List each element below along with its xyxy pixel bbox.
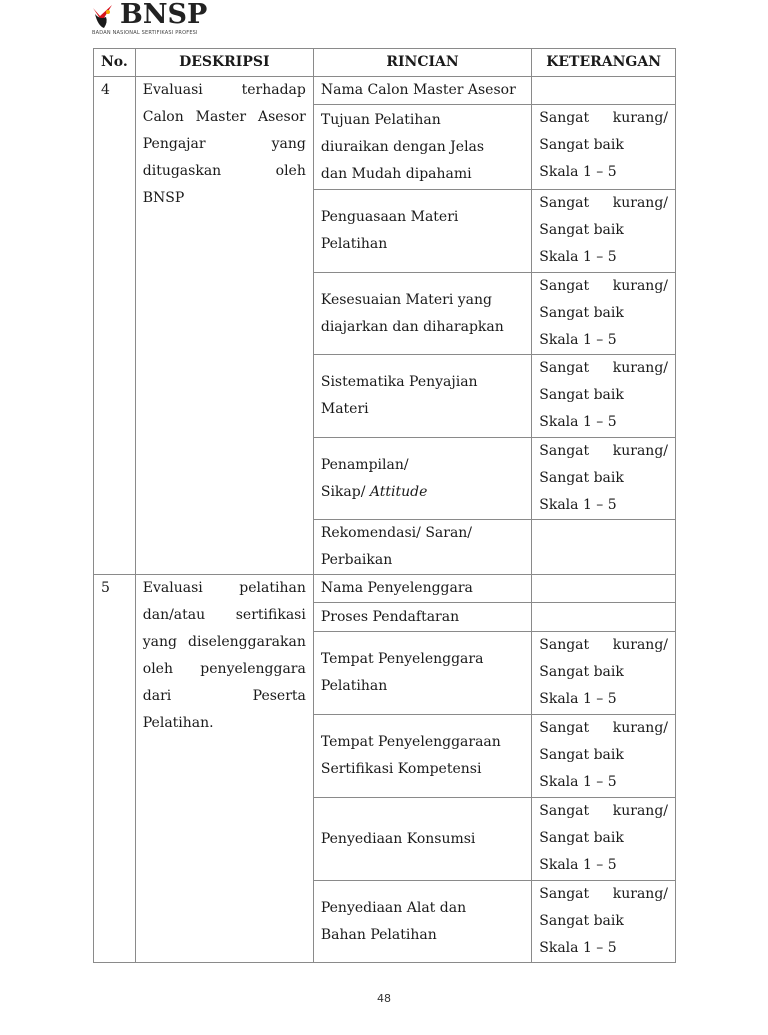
rincian-text: diuraikan dengan Jelas xyxy=(320,138,485,155)
rincian-cell xyxy=(313,355,531,438)
rincian-line xyxy=(321,161,524,188)
keterangan-line: Skala 1 – 5 xyxy=(539,857,617,873)
rincian-cell xyxy=(313,105,531,190)
keterangan-line: Skala 1 – 5 xyxy=(539,774,617,790)
keterangan-line: Skala 1 – 5 xyxy=(539,249,617,265)
deskripsi-line: oleh penyelenggara xyxy=(142,661,306,677)
keterangan-line: Sangat kurang/ xyxy=(539,443,668,459)
keterangan-line: Sangat baik xyxy=(539,305,624,321)
keterangan-line: Skala 1 – 5 xyxy=(539,164,617,180)
rincian-cell xyxy=(313,798,531,881)
keterangan-line: Sangat baik xyxy=(539,387,624,403)
keterangan-line: Sangat kurang/ xyxy=(539,637,668,653)
keterangan-line: Sangat kurang/ xyxy=(539,110,668,126)
deskripsi-line: Evaluasi terhadap xyxy=(142,82,306,98)
header-keterangan: KETERANGAN xyxy=(532,49,676,77)
rincian-text: dan Mudah dipahami xyxy=(320,165,472,182)
page-number: 48 xyxy=(377,992,391,1005)
rincian-line xyxy=(321,134,524,161)
rincian-line xyxy=(321,547,524,574)
rincian-text: Pelatihan xyxy=(320,236,388,252)
rincian-text: Pelatihan xyxy=(320,678,388,694)
keterangan-line: Sangat kurang/ xyxy=(539,803,668,819)
rincian-cell xyxy=(313,603,531,632)
keterangan-cell xyxy=(532,520,676,575)
keterangan-line: Skala 1 – 5 xyxy=(539,332,617,348)
rincian-italic: Attitude xyxy=(369,483,428,500)
rincian-line xyxy=(321,452,524,479)
keterangan-cell xyxy=(532,632,676,715)
keterangan-line: Sangat kurang/ xyxy=(539,278,668,294)
rincian-text: Penampilan/ xyxy=(320,456,409,473)
rincian-cell xyxy=(313,632,531,715)
rincian-cell xyxy=(313,575,531,603)
keterangan-cell xyxy=(532,355,676,438)
table-header-row xyxy=(94,49,676,77)
rincian-text: Perbaikan xyxy=(320,552,393,568)
keterangan-line: Sangat baik xyxy=(539,830,624,846)
table-row xyxy=(94,575,676,603)
rincian-line xyxy=(321,895,524,922)
deskripsi-line: Calon Master Asesor xyxy=(142,109,306,125)
bnsp-logo xyxy=(88,2,228,38)
deskripsi-line: yang diselenggarakan xyxy=(142,634,306,650)
rincian-line xyxy=(321,287,524,314)
table-row xyxy=(94,77,676,105)
rincian-text: Sikap/ xyxy=(320,483,370,500)
rincian-cell xyxy=(313,190,531,273)
rincian-text: Proses Pendaftaran xyxy=(320,608,460,625)
rincian-cell xyxy=(313,77,531,105)
rincian-line xyxy=(321,479,524,506)
keterangan-line: Skala 1 – 5 xyxy=(539,497,617,513)
rincian-line xyxy=(321,314,524,341)
deskripsi-line: dari Peserta xyxy=(142,688,306,704)
rincian-line xyxy=(321,231,524,258)
rincian-line xyxy=(321,646,524,673)
keterangan-cell xyxy=(532,798,676,881)
deskripsi-line: dan/atau sertifikasi xyxy=(142,607,306,623)
rincian-line xyxy=(321,756,524,783)
rincian-line xyxy=(321,204,524,231)
header-deskripsi: DESKRIPSI xyxy=(135,49,313,77)
rincian-text: Materi xyxy=(320,401,369,417)
rincian-text: Penyediaan Konsumsi xyxy=(320,830,476,847)
rincian-text: Sistematika Penyajian xyxy=(320,374,478,390)
keterangan-cell xyxy=(532,575,676,603)
keterangan-line: Sangat baik xyxy=(539,913,624,929)
keterangan-line: Sangat baik xyxy=(539,470,624,486)
deskripsi-line: ditugaskan oleh xyxy=(142,163,306,179)
evaluation-table xyxy=(93,48,676,963)
keterangan-line: Skala 1 – 5 xyxy=(539,940,617,956)
keterangan-line: Skala 1 – 5 xyxy=(539,414,617,430)
keterangan-line: Sangat baik xyxy=(539,747,624,763)
header-no: No. xyxy=(94,49,136,77)
rincian-text: Tempat Penyelenggaraan xyxy=(320,734,501,750)
rincian-cell xyxy=(313,881,531,963)
rincian-line xyxy=(321,575,524,602)
keterangan-line: Sangat kurang/ xyxy=(539,195,668,211)
rincian-cell xyxy=(313,520,531,575)
rincian-cell xyxy=(313,715,531,798)
deskripsi-line: Evaluasi pelatihan xyxy=(142,580,306,596)
rincian-line xyxy=(321,673,524,700)
rincian-text: Nama Penyelenggara xyxy=(320,580,473,596)
rincian-line xyxy=(321,520,524,547)
rincian-text: diajarkan dan diharapkan xyxy=(320,318,504,335)
bnsp-emblem-icon xyxy=(92,4,114,30)
rincian-text: Tujuan Pelatihan xyxy=(320,111,441,128)
rincian-line xyxy=(321,604,524,631)
deskripsi-line: Pengajar yang xyxy=(142,136,306,152)
keterangan-line: Sangat baik xyxy=(539,664,624,680)
deskripsi-cell xyxy=(135,575,313,963)
rincian-cell xyxy=(313,438,531,520)
keterangan-line: Sangat baik xyxy=(539,137,624,153)
keterangan-cell xyxy=(532,603,676,632)
deskripsi-line: BNSP xyxy=(142,190,185,206)
rincian-text: Bahan Pelatihan xyxy=(320,926,437,943)
deskripsi-cell xyxy=(135,77,313,575)
keterangan-cell xyxy=(532,190,676,273)
keterangan-cell xyxy=(532,715,676,798)
logo-wordmark: BNSP xyxy=(120,0,208,30)
rincian-line xyxy=(321,729,524,756)
row-number: 5 xyxy=(94,575,136,963)
keterangan-cell xyxy=(532,881,676,963)
rincian-line xyxy=(321,77,524,104)
header-rincian: RINCIAN xyxy=(313,49,531,77)
rincian-line xyxy=(321,369,524,396)
deskripsi-line: Pelatihan. xyxy=(142,715,214,731)
keterangan-cell xyxy=(532,438,676,520)
keterangan-cell xyxy=(532,77,676,105)
rincian-text: Kesesuaian Materi yang xyxy=(320,291,492,308)
keterangan-cell xyxy=(532,273,676,355)
rincian-text: Rekomendasi/ Saran/ xyxy=(320,525,473,541)
keterangan-line: Sangat baik xyxy=(539,222,624,238)
keterangan-cell xyxy=(532,105,676,190)
rincian-line xyxy=(321,922,524,949)
rincian-text: Tempat Penyelenggara xyxy=(320,651,484,667)
rincian-text: Penguasaan Materi xyxy=(320,209,459,225)
rincian-line xyxy=(321,107,524,134)
logo-subtitle: BADAN NASIONAL SERTIFIKASI PROFESI xyxy=(92,30,198,36)
rincian-cell xyxy=(313,273,531,355)
keterangan-line: Sangat kurang/ xyxy=(539,360,668,376)
keterangan-line: Skala 1 – 5 xyxy=(539,691,617,707)
rincian-line xyxy=(321,826,524,853)
row-number: 4 xyxy=(94,77,136,575)
rincian-text: Penyediaan Alat dan xyxy=(320,899,467,916)
keterangan-line: Sangat kurang/ xyxy=(539,886,668,902)
rincian-text: Sertifikasi Kompetensi xyxy=(320,761,482,777)
keterangan-line: Sangat kurang/ xyxy=(539,720,668,736)
rincian-line xyxy=(321,396,524,423)
rincian-text: Nama Calon Master Asesor xyxy=(320,82,516,98)
